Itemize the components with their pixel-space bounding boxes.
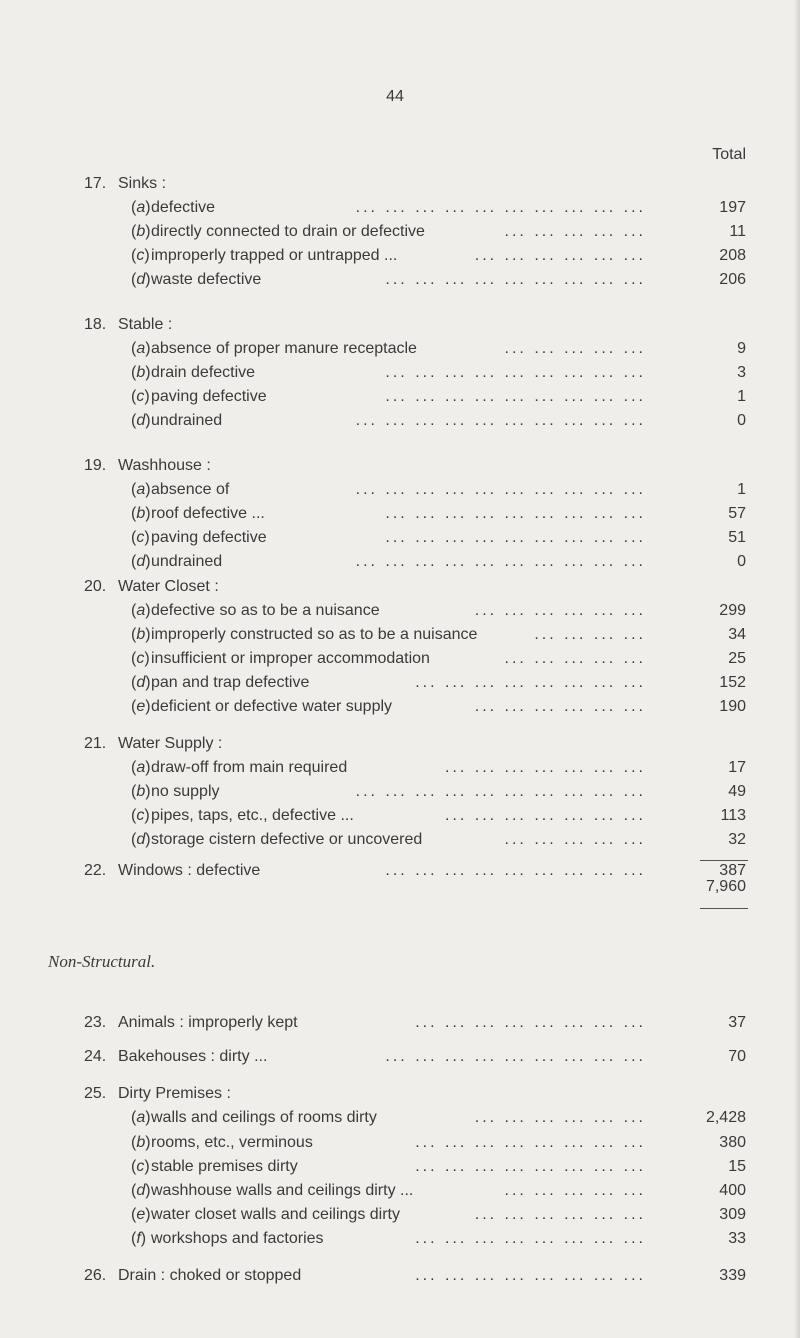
- item-row: [0, 623, 800, 647]
- section-number: 26.: [84, 1267, 107, 1284]
- section-number: 25.: [84, 1085, 107, 1102]
- item-letter-char: d: [136, 674, 146, 691]
- section-20: [0, 575, 800, 599]
- leader-dots: ... ... ... ... ... ... ... ...: [415, 1158, 646, 1175]
- item-row: [0, 220, 800, 244]
- item-row: [0, 337, 800, 361]
- leader-dots: ... ... ... ... ...: [504, 650, 646, 667]
- item-value: 34: [728, 626, 746, 643]
- section-19: [0, 454, 800, 478]
- leader-dots: ... ... ... ... ...: [504, 223, 646, 240]
- item-text: paving defective: [151, 529, 267, 546]
- item-letter: (d): [131, 271, 151, 288]
- item-letter-char: c: [136, 1158, 145, 1175]
- item-value: 299: [719, 602, 746, 619]
- item-letter: (b): [131, 626, 151, 643]
- section-number: 22.: [84, 862, 107, 879]
- item-letter-char: b: [136, 223, 146, 240]
- leader-dots: ... ... ... ... ... ... ... ... ...: [385, 505, 646, 522]
- leader-dots: ... ... ... ... ... ...: [474, 1206, 646, 1223]
- section-25: [0, 1082, 800, 1106]
- item-row: [0, 780, 800, 804]
- item-text: water closet walls and ceilings dirty: [151, 1206, 400, 1223]
- item-letter: (d): [131, 412, 151, 429]
- item-text: paving defective: [151, 388, 267, 405]
- item-letter: (b): [131, 364, 151, 381]
- item-letter-char: c: [136, 807, 145, 824]
- item-letter: (c): [131, 388, 150, 405]
- item-row: [0, 671, 800, 695]
- item-value: 380: [719, 1134, 746, 1151]
- item-value: 15: [728, 1158, 746, 1175]
- item-text: deficient or defective water supply: [151, 698, 393, 715]
- item-text: no supply: [151, 783, 220, 800]
- item-value: 190: [719, 698, 746, 715]
- item-row: [0, 550, 800, 574]
- leader-dots: ... ... ... ... ... ... ... ... ...: [385, 529, 646, 546]
- item-row: [0, 502, 800, 526]
- section-title: Water Closet :: [118, 578, 219, 595]
- item-text: insufficient or improper accommodation: [151, 650, 430, 667]
- item-value: 32: [728, 831, 746, 848]
- item-row: [0, 647, 800, 671]
- item-letter: (b): [131, 783, 151, 800]
- item-text: stable premises dirty: [151, 1158, 298, 1175]
- item-value: 113: [720, 807, 746, 824]
- item-letter: (a): [131, 340, 151, 357]
- item-letter: (a): [131, 1109, 151, 1126]
- item-letter: (a): [131, 759, 151, 776]
- item-row: [0, 1155, 800, 1179]
- section-title: Windows : defective: [118, 862, 261, 879]
- item-row: [0, 385, 800, 409]
- item-letter-char: a: [136, 340, 146, 357]
- item-row: [0, 1179, 800, 1203]
- item-letter-char: d: [136, 553, 146, 570]
- item-letter-char: d: [136, 1182, 146, 1199]
- section-value: 339: [719, 1267, 746, 1284]
- item-letter-char: c: [136, 650, 145, 667]
- item-value: 57: [728, 505, 746, 522]
- section-title: Dirty Premises :: [118, 1085, 231, 1102]
- item-text: undrained: [151, 553, 223, 570]
- item-letter: (b): [131, 1134, 151, 1151]
- item-letter: (c): [131, 1158, 150, 1175]
- item-row: [0, 196, 800, 220]
- item-value: 49: [728, 783, 746, 800]
- total-rule-bottom: [700, 908, 748, 909]
- section-title: Washhouse :: [118, 457, 211, 474]
- item-letter-char: b: [136, 505, 146, 522]
- item-letter: (a): [131, 199, 151, 216]
- item-text: storage cistern defective or uncovered: [151, 831, 423, 848]
- item-row: [0, 361, 800, 385]
- item-letter: (e): [131, 698, 151, 715]
- leader-dots: ... ... ... ... ... ...: [474, 602, 646, 619]
- item-row: [0, 1106, 800, 1130]
- item-text: pipes, taps, etc., defective ...: [151, 807, 354, 824]
- section-number: 23.: [84, 1014, 107, 1031]
- item-letter: (f): [131, 1230, 147, 1247]
- item-text: drain defective: [151, 364, 256, 381]
- item-letter-char: c: [136, 388, 145, 405]
- item-row: [0, 1203, 800, 1227]
- leader-dots: ... ... ... ... ... ... ... ...: [415, 1134, 646, 1151]
- section-17: [0, 172, 800, 196]
- item-letter-char: b: [136, 783, 146, 800]
- item-value: 2,428: [705, 1109, 746, 1126]
- section-26: [0, 1264, 800, 1288]
- item-row: [0, 756, 800, 780]
- leader-dots: ... ... ... ... ... ... ... ... ...: [385, 271, 646, 288]
- item-letter-char: a: [136, 759, 146, 776]
- item-letter: (d): [131, 1182, 151, 1199]
- section-number: 24.: [84, 1048, 107, 1065]
- leader-dots: ... ... ... ... ...: [504, 831, 646, 848]
- item-value: 1: [737, 388, 746, 405]
- item-value: 0: [737, 412, 746, 429]
- leader-dots: ... ... ... ... ... ... ... ...: [415, 1230, 646, 1247]
- leader-dots: ... ... ... ...: [534, 626, 646, 643]
- leader-dots: ... ... ... ... ... ... ... ... ... ...: [355, 199, 646, 216]
- item-value: 206: [719, 271, 746, 288]
- item-row: [0, 409, 800, 433]
- item-letter-char: d: [136, 271, 146, 288]
- item-value: 3: [737, 364, 746, 381]
- item-value: 51: [728, 529, 746, 546]
- leader-dots: ... ... ... ... ... ... ... ... ...: [385, 862, 646, 879]
- item-row: [0, 268, 800, 292]
- total-column-header: Total: [712, 146, 746, 163]
- item-row: [0, 1227, 800, 1251]
- section-24: [0, 1045, 800, 1069]
- item-letter-char: b: [136, 364, 146, 381]
- item-letter: (d): [131, 831, 151, 848]
- item-letter: (a): [131, 602, 151, 619]
- item-letter: (b): [131, 223, 151, 240]
- section-number: 18.: [84, 316, 107, 333]
- item-row: [0, 828, 800, 852]
- item-text: undrained: [151, 412, 223, 429]
- total-rule-top: [700, 860, 748, 861]
- item-letter-char: b: [136, 1134, 146, 1151]
- section-number: 17.: [84, 175, 107, 192]
- item-row: [0, 526, 800, 550]
- item-text: defective so as to be a nuisance: [151, 602, 380, 619]
- item-letter-char: a: [136, 602, 146, 619]
- section-number: 21.: [84, 735, 107, 752]
- item-letter-char: b: [136, 626, 146, 643]
- item-letter-char: d: [136, 831, 146, 848]
- item-value: 400: [719, 1182, 746, 1199]
- section-23: [0, 1011, 800, 1035]
- item-row: [0, 478, 800, 502]
- item-letter-char: c: [136, 247, 145, 264]
- section-number: 20.: [84, 578, 107, 595]
- item-letter: (c): [131, 247, 150, 264]
- leader-dots: ... ... ... ... ... ... ...: [444, 807, 646, 824]
- item-row: [0, 804, 800, 828]
- leader-dots: ... ... ... ... ... ... ... ... ... ...: [355, 553, 646, 570]
- item-letter: (c): [131, 529, 150, 546]
- item-text: directly connected to drain or defective: [151, 223, 425, 240]
- section-title: Bakehouses : dirty ...: [118, 1048, 268, 1065]
- leader-dots: ... ... ... ... ... ... ... ...: [415, 674, 646, 691]
- item-text: improperly constructed so as to be a nuisance: [151, 626, 478, 643]
- item-value: 1: [737, 481, 746, 498]
- item-letter-char: f: [136, 1230, 141, 1247]
- item-value: 197: [719, 199, 746, 216]
- item-letter: (b): [131, 505, 151, 522]
- item-text: washhouse walls and ceilings dirty ...: [151, 1182, 414, 1199]
- section-value: 387: [719, 862, 746, 879]
- leader-dots: ... ... ... ... ... ...: [474, 247, 646, 264]
- item-letter-char: a: [136, 481, 146, 498]
- leader-dots: ... ... ... ... ... ... ... ... ... ...: [355, 412, 646, 429]
- item-text: improperly trapped or untrapped ...: [151, 247, 398, 264]
- item-value: 17: [728, 759, 746, 776]
- item-row: [0, 695, 800, 719]
- item-value: 0: [737, 553, 746, 570]
- leader-dots: ... ... ... ... ... ...: [474, 1109, 646, 1126]
- item-letter: (e): [131, 1206, 151, 1223]
- item-letter-char: a: [136, 1109, 146, 1126]
- item-letter-char: d: [136, 412, 146, 429]
- section-title: Sinks :: [118, 175, 167, 192]
- item-text: defective: [151, 199, 216, 216]
- leader-dots: ... ... ... ... ... ... ... ...: [415, 1014, 646, 1031]
- item-value: 208: [719, 247, 746, 264]
- item-text: rooms, etc., verminous: [151, 1134, 313, 1151]
- item-letter: (a): [131, 481, 151, 498]
- item-value: 11: [729, 223, 746, 240]
- item-value: 33: [728, 1230, 746, 1247]
- section-21: [0, 732, 800, 756]
- leader-dots: ... ... ... ... ... ... ... ... ...: [385, 364, 646, 381]
- item-letter-char: a: [136, 199, 146, 216]
- leader-dots: ... ... ... ... ... ... ... ... ...: [385, 388, 646, 405]
- item-letter: (c): [131, 650, 150, 667]
- item-text: walls and ceilings of rooms dirty: [151, 1109, 377, 1126]
- item-text: draw-off from main required: [151, 759, 348, 776]
- section-title: Animals : improperly kept: [118, 1014, 298, 1031]
- leader-dots: ... ... ... ... ...: [504, 340, 646, 357]
- item-letter-char: e: [136, 1206, 146, 1223]
- item-text: waste defective: [151, 271, 262, 288]
- leader-dots: ... ... ... ... ... ...: [474, 698, 646, 715]
- item-row: [0, 599, 800, 623]
- item-value: 9: [737, 340, 746, 357]
- item-text: workshops and factories: [151, 1230, 324, 1247]
- item-text: absence of: [151, 481, 230, 498]
- item-text: absence of proper manure receptacle: [151, 340, 417, 357]
- item-value: 309: [719, 1206, 746, 1223]
- section-title: Stable :: [118, 316, 173, 333]
- leader-dots: ... ... ... ... ... ... ...: [444, 759, 646, 776]
- item-value: 152: [719, 674, 746, 691]
- leader-dots: ... ... ... ... ...: [504, 1182, 646, 1199]
- item-letter: (d): [131, 674, 151, 691]
- item-letter: (d): [131, 553, 151, 570]
- section-title: Water Supply :: [118, 735, 223, 752]
- item-text: roof defective ...: [151, 505, 265, 522]
- leader-dots: ... ... ... ... ... ... ... ... ... ...: [355, 783, 646, 800]
- section-title: Drain : choked or stopped: [118, 1267, 302, 1284]
- item-value: 25: [728, 650, 746, 667]
- section-number: 19.: [84, 457, 107, 474]
- leader-dots: ... ... ... ... ... ... ... ... ... ...: [355, 481, 646, 498]
- item-row: [0, 1131, 800, 1155]
- leader-dots: ... ... ... ... ... ... ... ...: [415, 1267, 646, 1284]
- section-18: [0, 313, 800, 337]
- item-text: pan and trap defective: [151, 674, 310, 691]
- item-letter-char: e: [136, 698, 146, 715]
- leader-dots: ... ... ... ... ... ... ... ... ...: [385, 1048, 646, 1065]
- item-letter-char: c: [136, 529, 145, 546]
- page-number: 44: [386, 88, 404, 105]
- section-value: 37: [728, 1014, 746, 1031]
- item-row: [0, 244, 800, 268]
- grand-total: 7,960: [705, 878, 746, 895]
- item-letter: (c): [131, 807, 150, 824]
- section-value: 70: [728, 1048, 746, 1065]
- non-structural-heading: Non-Structural.: [48, 952, 156, 971]
